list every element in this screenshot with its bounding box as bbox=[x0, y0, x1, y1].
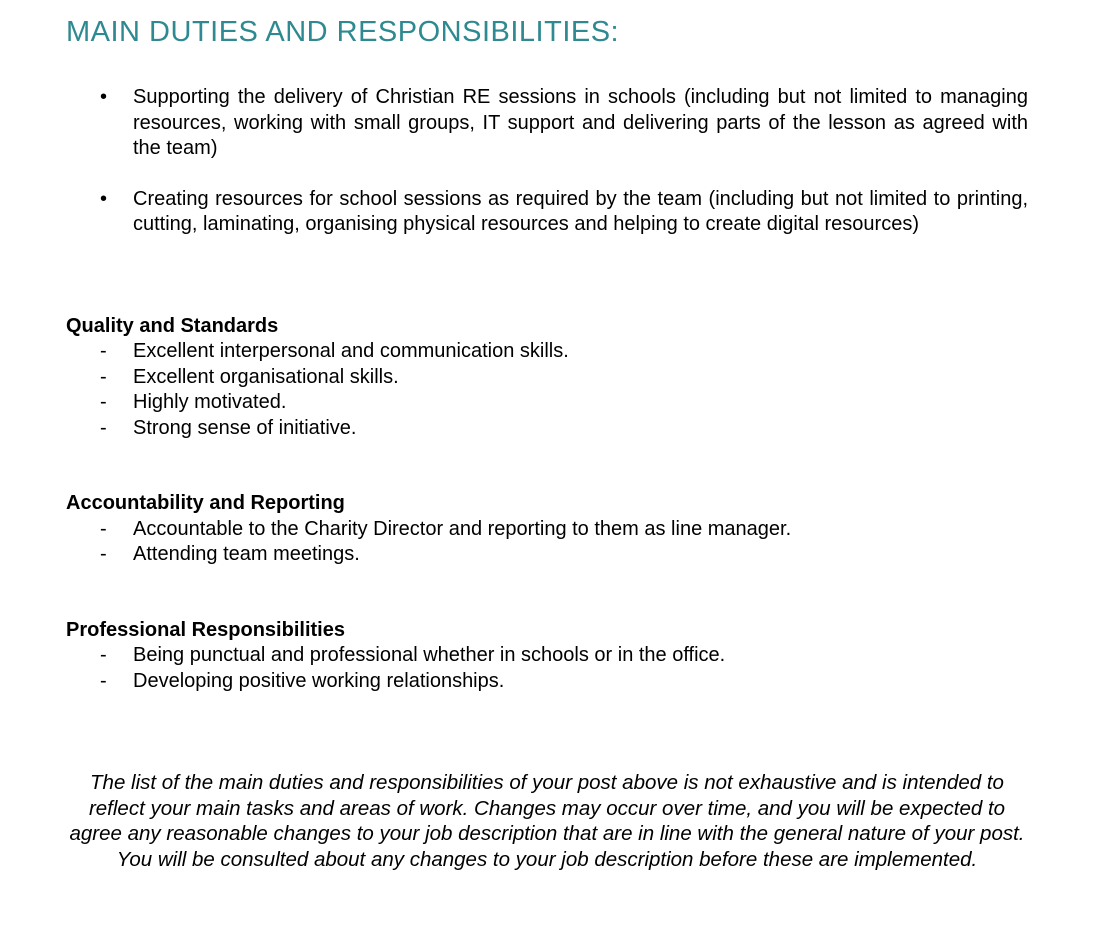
section-heading: Quality and Standards bbox=[66, 314, 279, 337]
duties-bullet-list bbox=[66, 85, 1028, 238]
page-title: MAIN DUTIES AND RESPONSIBILITIES: bbox=[66, 16, 620, 48]
section-heading: Accountability and Reporting bbox=[66, 492, 345, 514]
duty-text: Supporting the delivery of Christian RE sessions in schools (including but not limited to managing resources, working with small groups, IT support and delivering parts of the lesson as agreed with the team) bbox=[133, 86, 1028, 159]
section-professional-responsibilities bbox=[66, 618, 1028, 695]
list-item bbox=[66, 339, 1028, 365]
bullet-icon: • bbox=[100, 187, 108, 210]
item-text: Attending team meetings. bbox=[133, 543, 360, 565]
section-heading: Professional Responsibilities bbox=[66, 618, 345, 641]
dash-icon: - bbox=[100, 669, 107, 692]
list-item bbox=[66, 85, 1028, 162]
dash-icon: - bbox=[100, 543, 107, 565]
list-item bbox=[66, 669, 1028, 695]
closing-note: The list of the main duties and responsibilities of your post above is not exhaustive and is intended to reflect your main tasks and areas of work. Changes may occur over time, and you will be expected to agree any reasonable changes to your job description that are in line with the general nature of your post. You will be consulted about any changes to your job description before these are implemented. bbox=[69, 771, 1025, 871]
dash-icon: - bbox=[100, 416, 107, 439]
item-text: Developing positive working relationships. bbox=[133, 669, 505, 692]
bullet-icon: • bbox=[100, 86, 108, 108]
duty-text: Creating resources for school sessions as required by the team (including but not limited to printing, cutting, laminating, organising physical resources and helping to create digital resources) bbox=[133, 187, 1028, 235]
dash-icon: - bbox=[100, 644, 107, 666]
dash-icon: - bbox=[100, 365, 107, 388]
list-item bbox=[66, 365, 1028, 391]
dash-icon: - bbox=[100, 340, 107, 362]
list-item bbox=[66, 390, 1028, 416]
list-item bbox=[66, 416, 1028, 442]
section-quality-and-standards bbox=[66, 314, 1028, 442]
item-text: Excellent organisational skills. bbox=[133, 365, 399, 388]
list-item bbox=[66, 517, 1028, 543]
list-item bbox=[66, 187, 1028, 238]
list-item bbox=[66, 643, 1028, 669]
section-accountability-and-reporting bbox=[66, 491, 1028, 568]
list-item bbox=[66, 542, 1028, 568]
dash-icon: - bbox=[100, 391, 107, 413]
item-text: Excellent interpersonal and communication skills. bbox=[133, 340, 569, 362]
item-text: Strong sense of initiative. bbox=[133, 416, 357, 439]
item-text: Accountable to the Charity Director and reporting to them as line manager. bbox=[133, 517, 792, 540]
item-text: Being punctual and professional whether in schools or in the office. bbox=[133, 644, 726, 666]
dash-icon: - bbox=[100, 517, 107, 540]
item-text: Highly motivated. bbox=[133, 391, 287, 413]
